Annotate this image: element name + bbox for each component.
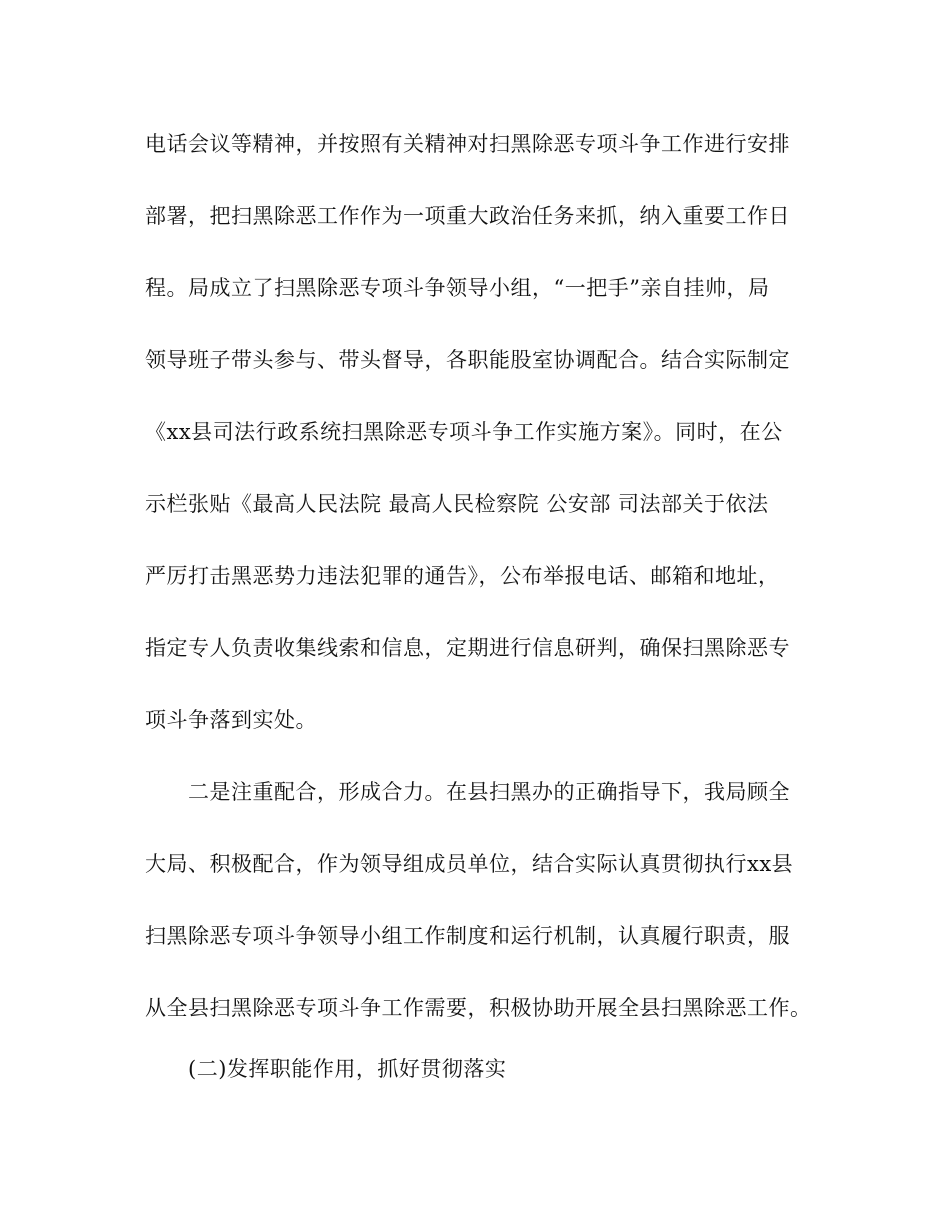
text-line-6: 示栏张贴《最高人民法院 最高人民检察院 公安部 司法部关于依法 <box>145 492 769 516</box>
text-line-2: 部署，把扫黑除恶工作作为一项重大政治任务来抓，纳入重要工作日 <box>145 204 790 228</box>
text-line-1: 电话会议等精神，并按照有关精神对扫黑除恶专项斗争工作进行安排 <box>145 132 790 156</box>
text-line-13: 从全县扫黑除恶专项斗争工作需要，积极协助开展全县扫黑除恶工作。 <box>145 996 812 1020</box>
text-line-11: 大局、积极配合，作为领导组成员单位，结合实际认真贯彻执行xx县 <box>145 852 794 876</box>
paragraph-start-line: 二是注重配合，形成合力。在县扫黑办的正确指导下，我局顾全 <box>188 780 790 804</box>
text-line-12: 扫黑除恶专项斗争领导小组工作制度和运行机制，认真履行职责，服 <box>145 924 790 948</box>
text-line-8: 指定专人负责收集线索和信息，定期进行信息研判，确保扫黑除恶专 <box>145 636 790 660</box>
text-line-5: 《xx县司法行政系统扫黑除恶专项斗争工作实施方案》。同时，在公 <box>145 420 783 444</box>
section-heading: (二)发挥职能作用，抓好贯彻落实 <box>188 1057 507 1081</box>
text-line-3: 程。局成立了扫黑除恶专项斗争领导小组，“一把手”亲自挂帅，局 <box>145 276 770 300</box>
text-line-4: 领导班子带头参与、带头督导，各职能股室协调配合。结合实际制定 <box>145 348 790 372</box>
text-line-7: 严厉打击黑恶势力违法犯罪的通告》，公布举报电话、邮箱和地址， <box>145 564 780 588</box>
text-line-9: 项斗争落到实处。 <box>145 708 317 732</box>
